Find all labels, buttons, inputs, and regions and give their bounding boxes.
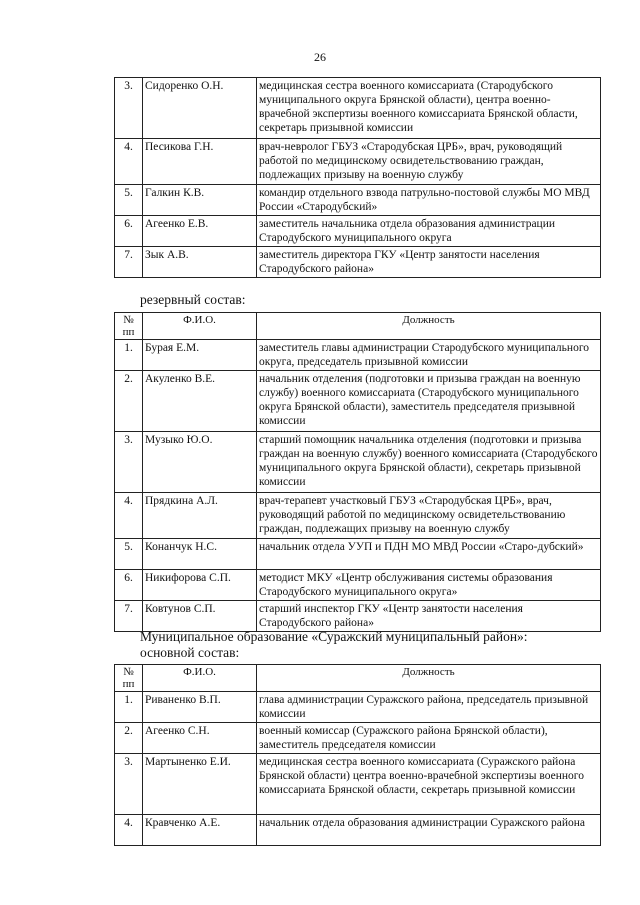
person-position: старший инспектор ГКУ «Центр занятости населения Стародубского района» — [257, 601, 601, 632]
col-header-number: № пп — [115, 313, 143, 340]
table-row — [115, 432, 601, 493]
table-row — [115, 371, 601, 432]
row-number: 6. — [115, 570, 143, 601]
reserve-caption: резервный состав: — [140, 292, 246, 307]
table-row — [115, 493, 601, 539]
commission-table-main-continued — [114, 77, 601, 278]
row-number: 7. — [115, 601, 143, 632]
table-row — [115, 216, 601, 247]
table-row — [115, 601, 601, 632]
person-name: Музыко Ю.О. — [143, 432, 257, 493]
person-position: начальник отделения (подготовки и призыва граждан на военную службу) военного комиссариата (Стародубского муниципального округа Брянской области), заместитель председателя призывной комиссии — [257, 371, 601, 432]
row-number: 4. — [115, 815, 143, 846]
person-name: Песикова Г.Н. — [143, 139, 257, 185]
col-header-position: Должность — [257, 665, 601, 692]
person-name: Кравченко А.Е. — [143, 815, 257, 846]
table-row — [115, 185, 601, 216]
col-header-fio: Ф.И.О. — [143, 313, 257, 340]
person-position: заместитель начальника отдела образования администрации Стародубского муниципального округа — [257, 216, 601, 247]
person-name: Риваненко В.П. — [143, 692, 257, 723]
person-name: Ковтунов С.П. — [143, 601, 257, 632]
table-row — [115, 723, 601, 754]
row-number: 3. — [115, 754, 143, 815]
row-number: 5. — [115, 539, 143, 570]
row-number: 7. — [115, 247, 143, 278]
person-name: Никифорова С.П. — [143, 570, 257, 601]
row-number: 4. — [115, 139, 143, 185]
person-position: заместитель главы администрации Стародубского муниципального округа, председатель призывной комиссии — [257, 340, 601, 371]
person-name: Агеенко С.Н. — [143, 723, 257, 754]
table-row — [115, 78, 601, 139]
row-number: 1. — [115, 692, 143, 723]
person-position: медицинская сестра военного комиссариата (Стародубского муниципального округа Брянской области), центра военно-врачебной экспертизы военного комиссариата Брянской области, секретарь призывной комиссии — [257, 78, 601, 139]
person-name: Акуленко В.Е. — [143, 371, 257, 432]
row-number: 2. — [115, 371, 143, 432]
table-header-row — [115, 665, 601, 692]
table-header-row — [115, 313, 601, 340]
commission-table-reserve — [114, 312, 601, 632]
person-name: Сидоренко О.Н. — [143, 78, 257, 139]
municipality-title: Муниципальное образование «Суражский муниципальный район»: — [140, 629, 528, 644]
person-position: старший помощник начальника отделения (подготовки и призыва граждан на военную службу) военного комиссариата (Стародубского муниципального округа Брянской области), секретарь призывной комиссии — [257, 432, 601, 493]
row-number: 1. — [115, 340, 143, 371]
table-row — [115, 570, 601, 601]
row-number: 3. — [115, 78, 143, 139]
person-position: врач-невролог ГБУЗ «Стародубская ЦРБ», врач, руководящий работой по медицинскому освидетельствованию граждан, подлежащих призыву на военную службу — [257, 139, 601, 185]
person-name: Прядкина А.Л. — [143, 493, 257, 539]
table-row — [115, 692, 601, 723]
col-header-number: № пп — [115, 665, 143, 692]
person-position: начальник отдела УУП и ПДН МО МВД России «Старо-дубский» — [257, 539, 601, 570]
person-position: начальник отдела образования администрации Суражского района — [257, 815, 601, 846]
person-position: медицинская сестра военного комиссариата (Суражского района Брянской области) центра военно-врачебной экспертизы военного комиссариата Брянской области, секретарь призывной комиссии — [257, 754, 601, 815]
table-row — [115, 139, 601, 185]
person-name: Мартыненко Е.И. — [143, 754, 257, 815]
row-number: 4. — [115, 493, 143, 539]
row-number: 6. — [115, 216, 143, 247]
row-number: 3. — [115, 432, 143, 493]
person-name: Зык А.В. — [143, 247, 257, 278]
person-name: Конанчук Н.С. — [143, 539, 257, 570]
person-position: военный комиссар (Суражского района Брянской области), заместитель председателя комиссии — [257, 723, 601, 754]
table-row — [115, 754, 601, 815]
table-row — [115, 815, 601, 846]
col-header-fio: Ф.И.О. — [143, 665, 257, 692]
table-row — [115, 539, 601, 570]
person-name: Агеенко Е.В. — [143, 216, 257, 247]
person-position: заместитель директора ГКУ «Центр занятости населения Стародубского района» — [257, 247, 601, 278]
table-row — [115, 340, 601, 371]
person-position: врач-терапевт участковый ГБУЗ «Стародубская ЦРБ», врач, руководящий работой по медицинскому освидетельствованию граждан, подлежащих призыву на военную службу — [257, 493, 601, 539]
person-name: Галкин К.В. — [143, 185, 257, 216]
table-row — [115, 247, 601, 278]
row-number: 2. — [115, 723, 143, 754]
person-position: методист МКУ «Центр обслуживания системы образования Стародубского муниципального округа» — [257, 570, 601, 601]
person-position: командир отдельного взвода патрульно-постовой службы МО МВД России «Стародубский» — [257, 185, 601, 216]
person-position: глава администрации Суражского района, председатель призывной комиссии — [257, 692, 601, 723]
commission-table-surazh-main — [114, 664, 601, 846]
col-header-position: Должность — [257, 313, 601, 340]
row-number: 5. — [115, 185, 143, 216]
page-number: 26 — [314, 50, 326, 64]
main-composition-caption: основной состав: — [140, 645, 240, 660]
person-name: Бурая Е.М. — [143, 340, 257, 371]
